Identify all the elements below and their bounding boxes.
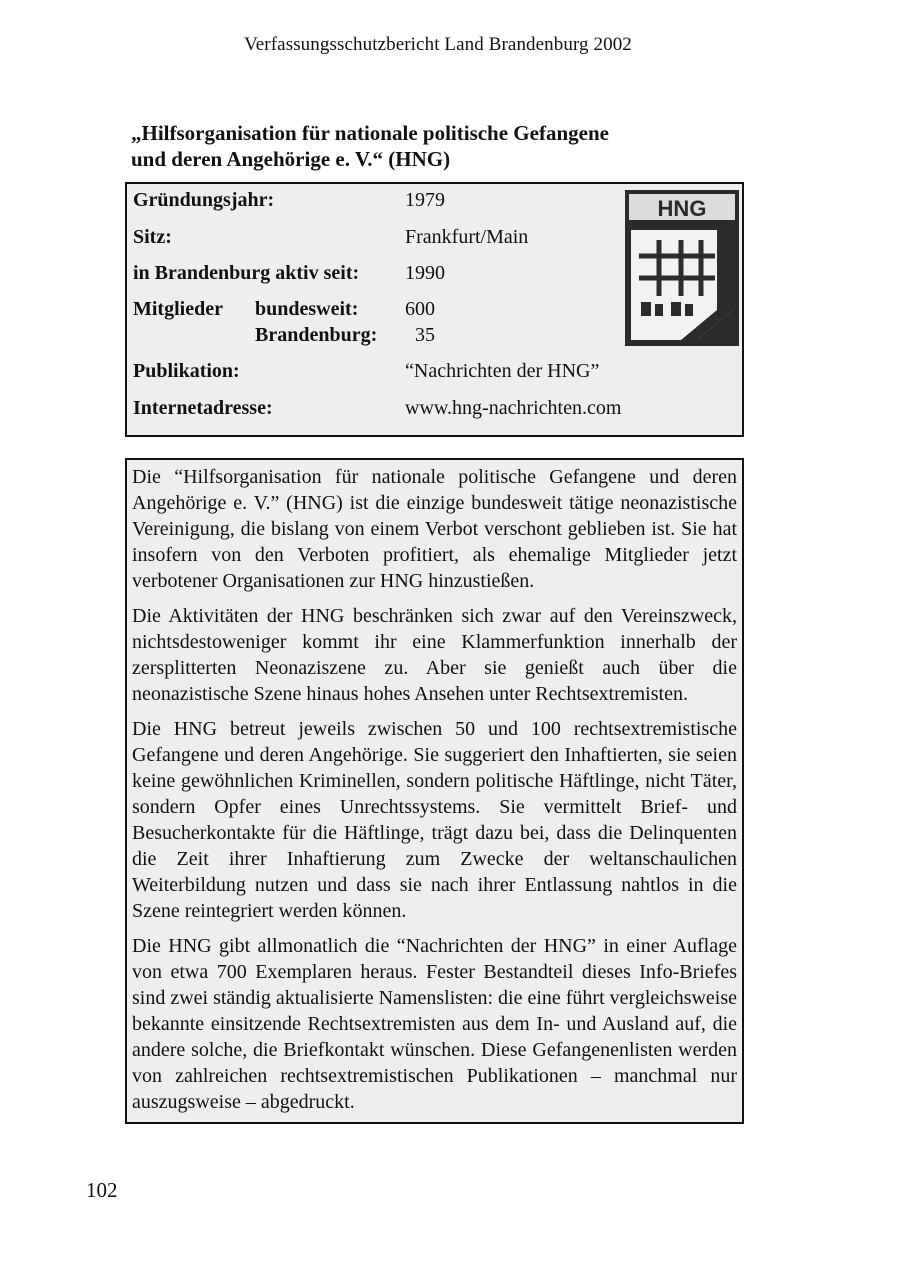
publication-label: Publikation: (133, 360, 240, 382)
web-label: Internetadresse: (133, 397, 273, 419)
founded-value: 1979 (405, 189, 445, 211)
paragraph-3: Die HNG betreut jeweils zwischen 50 und 100 rechtsextremistische Gefangene und deren Angehörige. Sie suggeriert den Inhaftierten, sie seien keine gewöhnlichen Kriminellen, sondern politische Häftlinge, nicht Täter, sondern Opfer eines Unrechtssystems. Sie vermittelt Brief- und Besucherkontakte für die Häftlinge, trägt dazu bei, dass die Delinquenten die Zeit ihrer Inhaftierung zum Zwecke der weltanschaulichen Weiterbildung nutzen und dass sie nach ihrer Entlassung nahtlos in die Szene reintegriert werden können. (132, 718, 737, 922)
logo-text: HNG (657, 196, 707, 221)
section-title-line-2: und deren Angehörige e. V.“ (HNG) (131, 147, 451, 171)
hng-emblem-icon (625, 190, 739, 346)
members-label: Mitglieder (133, 298, 223, 320)
seat-value: Frankfurt/Main (405, 226, 529, 248)
active-since-value: 1990 (405, 262, 445, 284)
members-state-value: 35 (415, 324, 435, 346)
active-since-label: in Brandenburg aktiv seit: (133, 262, 360, 284)
fact-box (125, 182, 744, 437)
web-value: www.hng-nachrichten.com (405, 397, 622, 419)
running-header: Verfassungsschutzbericht Land Brandenburg 2002 (244, 34, 632, 55)
members-federal-label: bundesweit: (255, 298, 359, 320)
paragraph-2: Die Aktivitäten der HNG beschränken sich zwar auf den Vereinszweck, nichtsdestoweniger kommt ihr eine Klammerfunktion innerhalb der zersplitterten Neonaziszene zu. Aber sie genießt auch über die neonazistische Szene hinaus hohes Ansehen unter Rechtsextremisten. (132, 605, 737, 705)
members-federal-value: 600 (405, 298, 435, 320)
paragraph-1: Die “Hilfsorganisation für nationale politische Gefangene und deren Angehörige e. V.” (HNG) ist die einzige bundesweit tätige neonazistische Vereinigung, die bislang von einem Verbot verschont geblieben ist. Sie hat insofern von den Verboten profitiert, als ehemalige Mitglieder jetzt verbotener Organisationen zur HNG hinzustießen. (132, 466, 737, 592)
seat-label: Sitz: (133, 226, 172, 248)
founded-label: Gründungsjahr: (133, 189, 275, 211)
members-state-label: Brandenburg: (255, 324, 378, 346)
paragraph-4: Die HNG gibt allmonatlich die “Nachrichten der HNG” in einer Auflage von etwa 700 Exemplaren heraus. Fester Bestandteil dieses Info-Briefes sind zwei ständig aktualisierte Namenslisten: die eine führt vergleichsweise bekannte einsitzende Rechtsextremisten aus dem In- und Ausland auf, die andere solche, die Briefkontakt wünschen. Diese Gefangenenlisten werden von zahlreichen rechtsextremistischen Publikationen – manchmal nur auszugsweise – abgedruckt. (132, 935, 738, 1113)
publication-value: “Nachrichten der HNG” (405, 360, 600, 382)
section-title (131, 120, 751, 172)
text-box (125, 458, 744, 1124)
section-title-line-1: „Hilfsorganisation für nationale politische Gefangene (131, 121, 609, 145)
page-number: 102 (86, 1178, 118, 1202)
